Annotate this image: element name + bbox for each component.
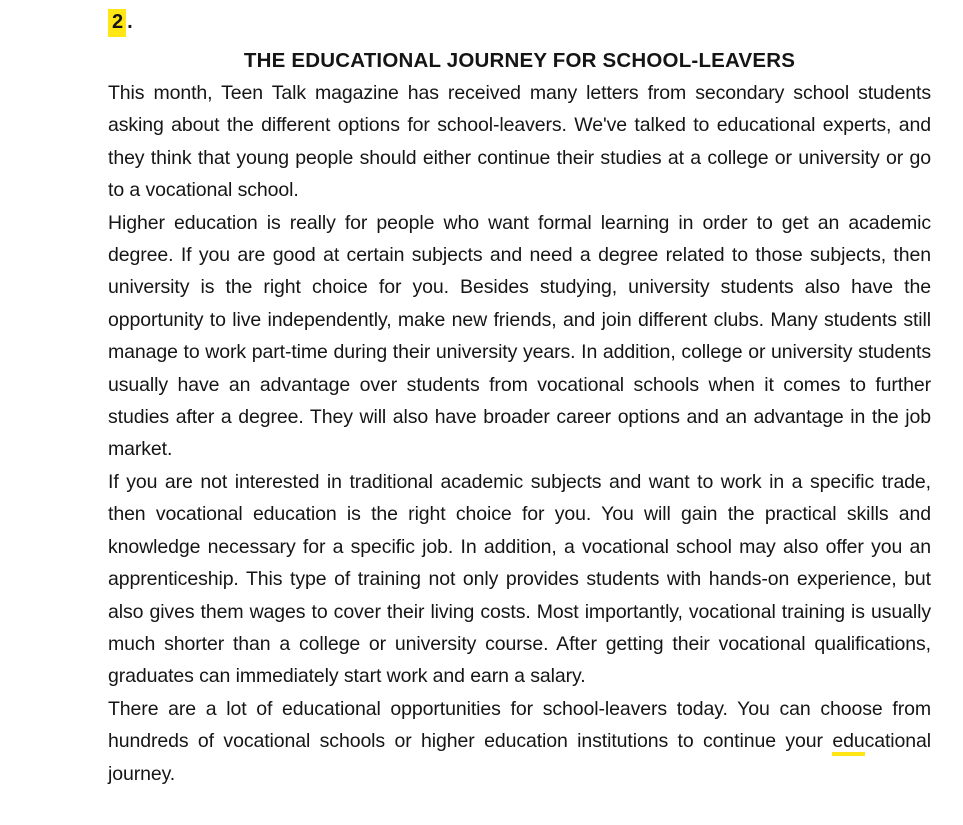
paragraph-closing — [108, 693, 931, 790]
paragraph-vocational-education: If you are not interested in traditional academic subjects and want to work in a specific trade, then vocational education is the right choice for you. You will gain the practical skills and knowledge necessary for a specific job. In addition, a vocational school may also offer you an apprenticeship. This type of training not only provides students with hands-on experience, but also gives them wages to cover their living costs. Most importantly, vocational training is usually much shorter than a college or university course. After getting their vocational qualifications, graduates can immediately start work and earn a salary. — [108, 470, 931, 688]
closing-text-start: There are a lot of educational opportunities for school-leavers today. You can choose from hundreds of vocational schools or higher education institutions to continue your — [108, 697, 931, 753]
item-number-highlighted: 2 — [108, 9, 126, 37]
paragraph-higher-education: Higher education is really for people who want formal learning in order to get an academic degree. If you are good at certain subjects and need a degree related to those subjects, then university is the right choice for you. Besides studying, university students also have the opportunity to live independently, make new friends, and join different clubs. Many students still manage to work part-time during their university years. In addition, college or university students usually have an advantage over students from vocational schools when it comes to further studies after a degree. They will also have broader career options and an advantage in the job market. — [108, 211, 931, 461]
item-number-dot: . — [127, 11, 133, 33]
closing-text-yellow-marked: edu — [832, 730, 864, 756]
paragraph-intro: This month, Teen Talk magazine has received many letters from secondary school students asking about the different options for school-leavers. We've talked to educational experts, and they think that young people should either continue their studies at a college or university or go to a vocational school. — [108, 82, 931, 202]
passage-title: THE EDUCATIONAL JOURNEY FOR SCHOOL-LEAVERS — [243, 49, 796, 72]
item-number-row — [108, 9, 931, 44]
closing-text-end: cational journey. — [108, 730, 931, 785]
